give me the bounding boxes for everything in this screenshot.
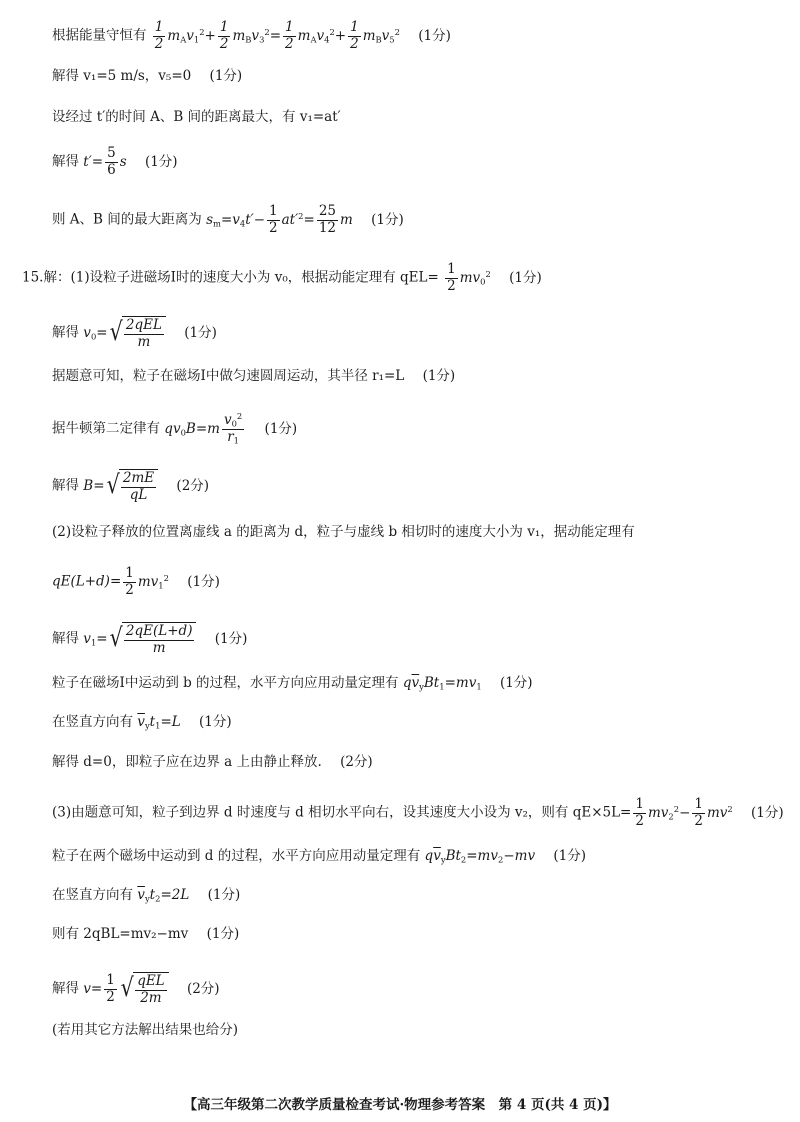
equation-sm: $s_m=v_4t'-$ $\frac{1}{2}$ $at'^2=$ $\frac{25}{12}$ m <box>206 203 353 236</box>
line-solve-d: 解得 d=0，即粒子应在边界 a 上由静止释放. (2分) <box>52 754 373 770</box>
line-part2-intro: (2)设粒子释放的位置离虚线 a 的距离为 d，粒子与虚线 b 相切时的速度大小为 v₁，据动能定理有 <box>52 524 635 540</box>
line-note: (若用其它方法解出结果也给分) <box>52 1022 239 1038</box>
line-solve-v: 解得 v= $\frac{1}{2}$ √ $\frac{\text{qEL}}{2m}$ (2分) <box>52 972 220 1006</box>
line-newton: 据牛顿第二定律有 $qv_0B=m$ $\frac{v_0^2}{r_1}$ (1分) <box>52 411 298 446</box>
line-part3-intro: (3)由题意可知，粒子到边界 d 时速度与 d 相切水平向右，设其速度大小设为 v₂，则有 qE×5L= $\frac{1}{2}$ $mv_2^2-$ $\frac{1}{2}$ $mv^2$ (1分) <box>52 796 784 829</box>
equation-v1: $v_1=√$ $\frac{2qE(L+d)}{m}$ <box>83 631 196 647</box>
equation-energy: $\frac{1}{2}$ $m_Av_1^2+$ $\frac{1}{2}$ $m_Bv_3^2=$ $\frac{1}{2}$ $m_Av_4^2+$ $\frac{1}{2}$ $m_Bv_5^2$ <box>154 19 400 52</box>
page-footer: 【高三年级第二次教学质量检查考试·物理参考答案 第 4 页(共 4 页)】 <box>183 1097 617 1113</box>
equation-t: t′= $\frac{5}{6}$ s <box>83 145 127 178</box>
equation-v: v= $\frac{1}{2}$ √ $\frac{\text{qEL}}{2m}$ <box>83 981 168 997</box>
line-radius: 据题意可知，粒子在磁场Ⅰ中做匀速圆周运动，其半径 r₁=L (1分) <box>52 368 456 384</box>
line-time-max-distance: 设经过 t′的时间 A、B 间的距离最大，有 v₁=at′ <box>52 109 341 125</box>
line-solve-v4: 解得 v₁=5 m/s，v₅=0 (1分) <box>52 68 243 84</box>
equation-newton: $qv_0B=m$ $\frac{v_0^2}{r_1}$ <box>164 411 243 446</box>
line-q15-part1: 15.解：(1)设粒子进磁场Ⅰ时的速度大小为 v₀，根据动能定理有 qEL= $\frac{1}{2}$ $mv_0^2$ (1分) <box>22 261 542 294</box>
line-energy-part2: qE(L+d)= $\frac{1}{2}$ $mv_1^2$ (1分) <box>52 565 220 598</box>
equation-B: B=√ $\frac{2mE}{qL}$ <box>83 478 158 494</box>
score: (1分) <box>418 27 451 44</box>
line-momentum-1: 粒子在磁场Ⅰ中运动到 b 的过程，水平方向应用动量定理有 $q\overline{v}_yBt_1=mv_1$ (1分) <box>52 675 533 692</box>
line-energy-conservation: 根据能量守恒有 $\frac{1}{2}$ $m_Av_1^2+$ $\frac{1}{2}$ $m_Bv_3^2=$ $\frac{1}{2}$ $m_Av_4^2+$ $\frac{1}{2}$ $m_Bv_5^2$ (1分) <box>52 19 451 52</box>
line-solve-v1: 解得 $v_1=√$ $\frac{2qE(L+d)}{m}$ (1分) <box>52 623 248 656</box>
line-solve-t: 解得 t′= $\frac{5}{6}$ s (1分) <box>52 145 178 178</box>
line-vertical-2: 在竖直方向有 $\overline{v}_yt_2=2L$ (1分) <box>52 887 241 904</box>
line-combine: 则有 2qBL=mv₂−mv (1分) <box>52 926 240 942</box>
equation-v0: $v_0=√$ $\frac{\text{2qEL}}{m}$ <box>83 325 166 341</box>
line-solve-v0: 解得 $v_0=√$ $\frac{\text{2qEL}}{m}$ (1分) <box>52 317 217 350</box>
line-momentum-2: 粒子在两个磁场中运动到 d 的过程，水平方向应用动量定理有 $q\overline{v}_yBt_2=mv_2-mv$ (1分) <box>52 848 586 865</box>
line-max-distance: 则 A、B 间的最大距离为 $s_m=v_4t'-$ $\frac{1}{2}$ $at'^2=$ $\frac{25}{12}$ m (1分) <box>52 203 404 236</box>
line-vertical-1: 在竖直方向有 $\overline{v}_yt_1=L$ (1分) <box>52 714 232 731</box>
line-solve-B: 解得 B=√ $\frac{2mE}{qL}$ (2分) <box>52 470 210 503</box>
